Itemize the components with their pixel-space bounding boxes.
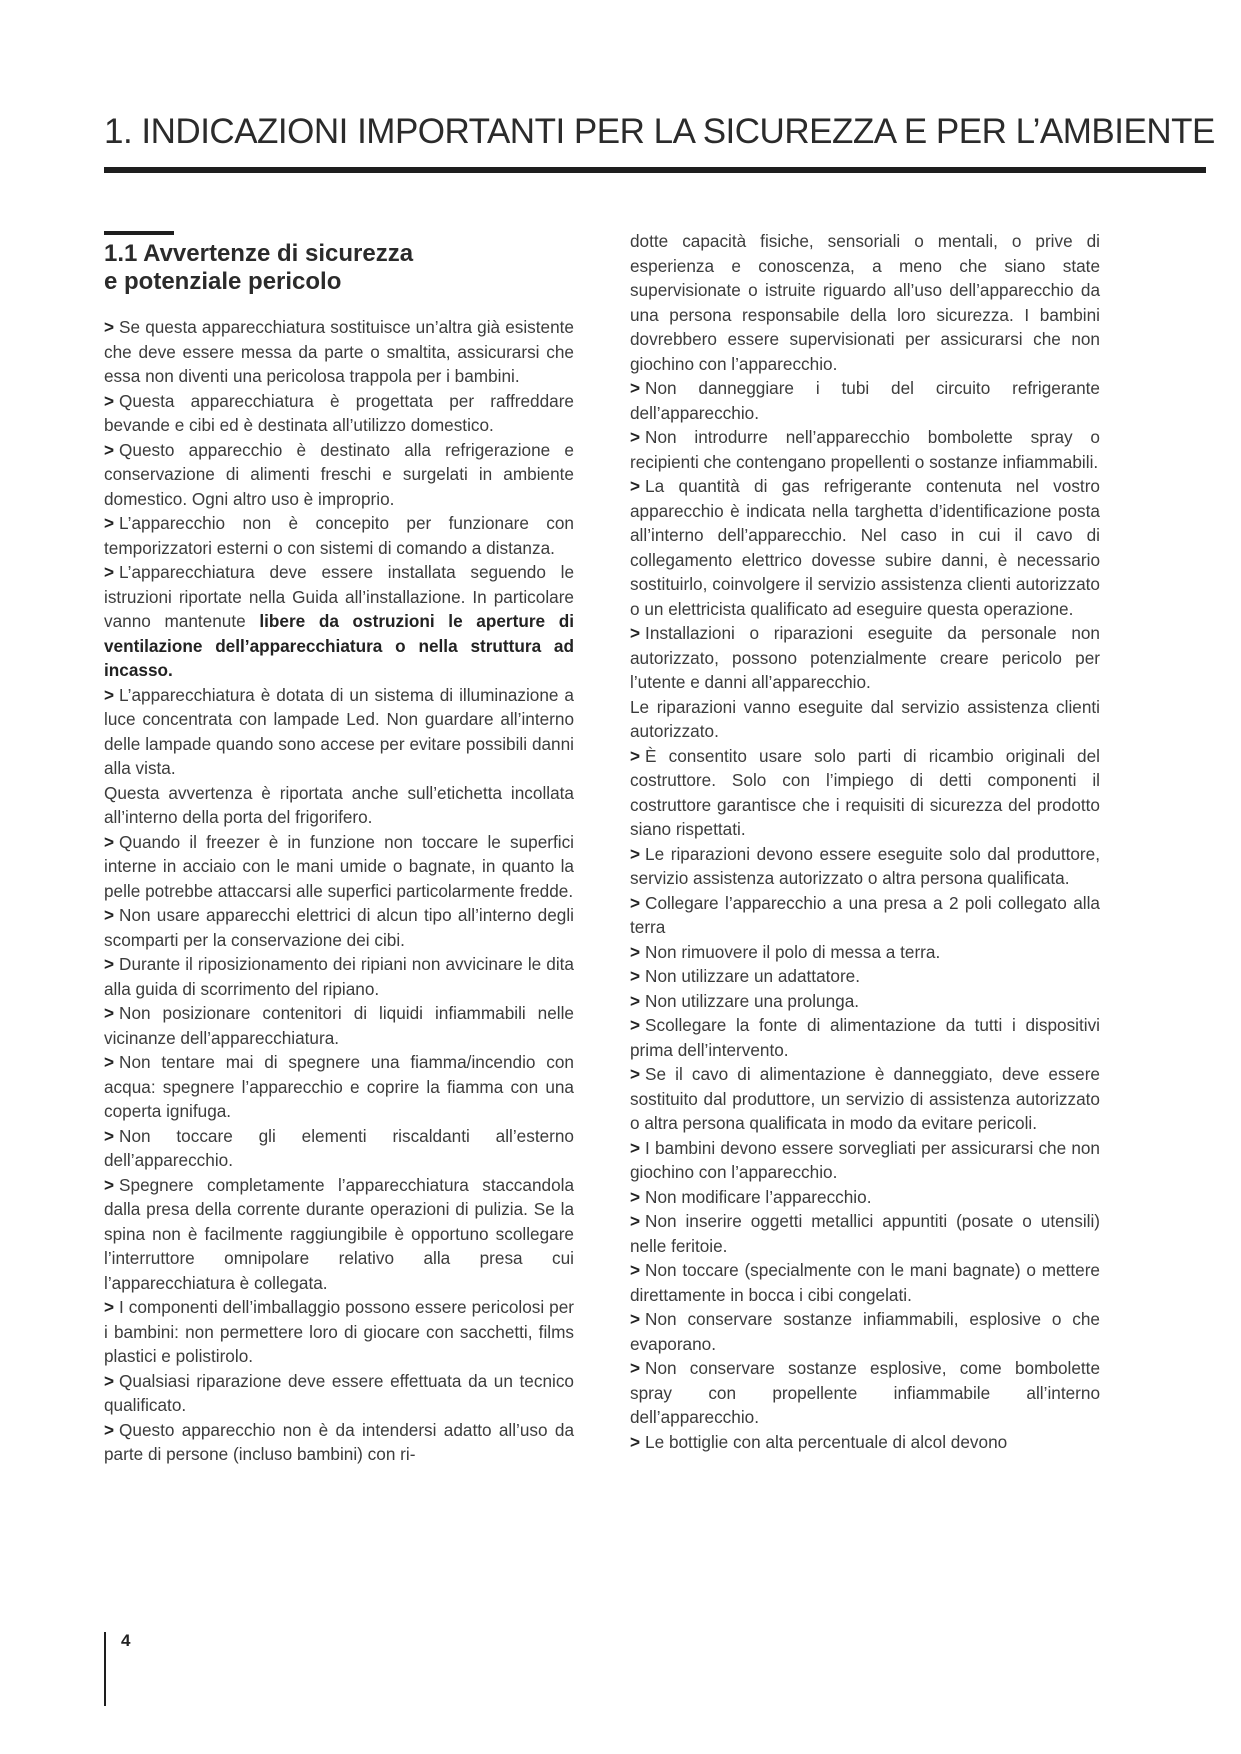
warning-paragraph: > Non conservare sostanze esplosive, come bombolette spray con propellente infiammabile all’interno dell’apparecchio.	[630, 1358, 1100, 1427]
warning-paragraph: > Non utilizzare un adattatore.	[630, 966, 861, 986]
arrow-marker-icon: >	[630, 843, 641, 864]
arrow-marker-icon: >	[630, 1186, 641, 1207]
warning-paragraph: > Non posizionare contenitori di liquidi infiammabili nelle vicinanze dell’apparecchiatura.	[104, 1003, 574, 1048]
continued-paragraph: dotte capacità fisiche, sensoriali o mentali, o prive di esperienza e conoscenza, a meno che siano state supervisionate o istruite riguardo all’uso dell’apparecchio da una persona responsabile della loro sicurezza. I bambini dovrebbero essere supervisionati per assicurarsi che non giochino con l’apparecchio.	[630, 231, 1100, 374]
arrow-marker-icon: >	[104, 1052, 115, 1072]
right-column	[630, 229, 1100, 1454]
ventilation-emphasis: libere da ostruzioni le aperture di ventilazione dell’apparecchiatura o nella struttura ad incasso.	[104, 611, 574, 680]
arrow-marker-icon: >	[630, 378, 641, 398]
warning-paragraph: > Non conservare sostanze infiammabili, esplosive o che evaporano.	[630, 1309, 1100, 1354]
arrow-marker-icon: >	[630, 1064, 641, 1084]
title-rule	[104, 167, 1206, 173]
arrow-marker-icon: >	[104, 684, 115, 705]
section-heading-line-1: 1.1 Avvertenze di sicurezza	[104, 240, 414, 267]
arrow-marker-icon: >	[104, 439, 115, 460]
page-title: 1. INDICAZIONI IMPORTANTI PER LA SICUREZZA E PER L’AMBIENTE	[104, 112, 1215, 151]
warning-paragraph: > Scollegare la fonte di alimentazione da tutti i dispositivi prima dell’intervento.	[630, 1015, 1100, 1060]
arrow-marker-icon: >	[630, 476, 641, 496]
arrow-marker-icon: >	[104, 954, 115, 974]
warning-paragraph: > Non introdurre nell’apparecchio bombolette spray o recipienti che contengano propellenti o sostanze infiammabili.	[630, 427, 1100, 472]
warning-paragraph: > Non inserire oggetti metallici appuntiti (posate o utensili) nelle feritoie.	[630, 1211, 1100, 1256]
arrow-marker-icon: >	[630, 1137, 641, 1158]
arrow-marker-icon: >	[630, 1431, 641, 1452]
warning-paragraph: > Non utilizzare una prolunga.	[630, 990, 860, 1011]
page-number: 4	[121, 1631, 131, 1650]
warning-paragraph: > Questo apparecchio è destinato alla refrigerazione e conservazione di alimenti freschi e surgelati in ambiente domestico. Ogni altro uso è improprio.	[104, 439, 574, 509]
arrow-marker-icon: >	[630, 966, 641, 986]
warning-paragraph: > Collegare l’apparecchio a una presa a 2 poli collegato alla terra	[630, 892, 1100, 937]
warning-paragraph: > Questa apparecchiatura è progettata per raffreddare bevande e cibi ed è destinata all’utilizzo domestico.	[104, 390, 574, 435]
warning-paragraph: > Installazioni o riparazioni eseguite da personale non autorizzato, possono potenzialmente creare pericolo per l’utente e danni all’apparecchio.	[630, 623, 1100, 692]
warning-paragraph: > L’apparecchiatura deve essere installata seguendo le istruzioni riportate nella Guida all’installazione. In particolare vanno mantenute libere da ostruzioni le aperture di ventilazione dell’apparecchiatura o nella struttura ad incasso.	[104, 562, 574, 680]
warning-paragraph: > Non tentare mai di spegnere una fiamma/incendio con acqua: spegnere l’apparecchio e coprire la fiamma con una coperta ignifuga.	[104, 1052, 574, 1121]
arrow-marker-icon: >	[630, 892, 641, 913]
arrow-marker-icon: >	[104, 1174, 115, 1195]
arrow-marker-icon: >	[630, 1211, 641, 1231]
arrow-marker-icon: >	[630, 1015, 641, 1035]
warning-paragraph: > I componenti dell’imballaggio possono essere pericolosi per i bambini: non permettere loro di giocare con sacchetti, films plastici e polistirolo.	[104, 1297, 574, 1366]
note-paragraph: Questa avvertenza è riportata anche sull’etichetta incollata all’interno della porta del frigorifero.	[104, 782, 574, 827]
section-heading	[104, 240, 564, 296]
arrow-marker-icon: >	[104, 562, 115, 582]
arrow-marker-icon: >	[630, 427, 641, 447]
footer-rule	[104, 1632, 106, 1706]
arrow-marker-icon: >	[630, 990, 641, 1011]
warning-paragraph: > Non danneggiare i tubi del circuito refrigerante dell’apparecchio.	[630, 378, 1100, 423]
warning-paragraph: > Se il cavo di alimentazione è danneggiato, deve essere sostituito dal produttore, un servizio di assistenza autorizzato o altra persona qualificata in modo da evitare pericoli.	[630, 1064, 1100, 1133]
arrow-marker-icon: >	[630, 745, 641, 766]
warning-paragraph: > I bambini devono essere sorvegliati per assicurarsi che non giochino con l’apparecchio.	[630, 1137, 1100, 1182]
arrow-marker-icon: >	[104, 1003, 115, 1023]
warning-paragraph: > Le riparazioni devono essere eseguite solo dal produttore, servizio assistenza autorizzato o altra persona qualificata.	[630, 843, 1100, 888]
arrow-marker-icon: >	[104, 1297, 115, 1317]
arrow-marker-icon: >	[104, 317, 115, 337]
arrow-marker-icon: >	[104, 390, 115, 411]
arrow-marker-icon: >	[104, 905, 115, 925]
left-column	[104, 315, 574, 1467]
section-mark	[104, 231, 174, 235]
arrow-marker-icon: >	[104, 831, 115, 852]
warning-paragraph: > L’apparecchio non è concepito per funzionare con temporizzatori esterni o con sistemi di comando a distanza.	[104, 513, 574, 558]
section-heading-line-2: e potenziale pericolo	[104, 268, 342, 295]
warning-paragraph: > È consentito usare solo parti di ricambio originali del costruttore. Solo con l’impiego di detti componenti il costruttore garantisce che i requisiti di sicurezza del prodotto siano rispettati.	[630, 745, 1100, 839]
arrow-marker-icon: >	[630, 1260, 641, 1280]
arrow-marker-icon: >	[630, 1309, 641, 1329]
note-paragraph: Le riparazioni vanno eseguite dal servizio assistenza clienti autorizzato.	[630, 696, 1100, 741]
arrow-marker-icon: >	[630, 1358, 641, 1378]
warning-paragraph: > Spegnere completamente l’apparecchiatura staccandola dalla presa della corrente durante operazioni di pulizia. Se la spina non è facilmente raggiungibile è opportuno scollegare l’interruttore omnipolare relativo alla presa cui l’apparecchiatura è collegata.	[104, 1174, 574, 1293]
warning-paragraph: > Questo apparecchio non è da intendersi adatto all’uso da parte di persone (incluso bambini) con ri-	[104, 1419, 574, 1464]
warning-paragraph: > Le bottiglie con alta percentuale di alcol devono	[630, 1431, 1008, 1452]
warning-paragraph: > Durante il riposizionamento dei ripiani non avvicinare le dita alla guida di scorrimento del ripiano.	[104, 954, 574, 999]
warning-paragraph: > Non toccare (specialmente con le mani bagnate) o mettere direttamente in bocca i cibi congelati.	[630, 1260, 1100, 1305]
warning-paragraph: > Non toccare gli elementi riscaldanti all’esterno dell’apparecchio.	[104, 1125, 574, 1170]
warning-paragraph: > L’apparecchiatura è dotata di un sistema di illuminazione a luce concentrata con lampade Led. Non guardare all’interno delle lampade quando sono accese per evitare possibili danni alla vista.	[104, 684, 574, 778]
warning-paragraph: > Quando il freezer è in funzione non toccare le superfici interne in acciaio con le mani umide o bagnate, in quanto la pelle potrebbe attaccarsi alle superfici particolarmente fredde.	[104, 831, 574, 901]
warning-paragraph: > Non rimuovere il polo di messa a terra.	[630, 941, 941, 962]
warning-paragraph: > Non modificare l’apparecchio.	[630, 1186, 872, 1207]
warning-paragraph: > Se questa apparecchiatura sostituisce un’altra già esistente che deve essere messa da parte o smaltita, assicurarsi che essa non diventi una pericolosa trappola per i bambini.	[104, 317, 574, 386]
arrow-marker-icon: >	[104, 1125, 115, 1146]
arrow-marker-icon: >	[630, 623, 641, 643]
warning-paragraph: > Qualsiasi riparazione deve essere effettuata da un tecnico qualificato.	[104, 1370, 574, 1415]
arrow-marker-icon: >	[630, 941, 641, 962]
arrow-marker-icon: >	[104, 1370, 115, 1391]
warning-paragraph: > Non usare apparecchi elettrici di alcun tipo all’interno degli scomparti per la conservazione dei cibi.	[104, 905, 574, 950]
warning-paragraph: > La quantità di gas refrigerante contenuta nel vostro apparecchio è indicata nella targhetta d’identificazione posta all’interno dell’apparecchio. Nel caso in cui il cavo di collegamento elettrico dovesse subire danni, è necessario sostituirlo, coinvolgere il servizio assistenza clienti autorizzato o un elettricista qualificato ad eseguire questa operazione.	[630, 476, 1100, 619]
arrow-marker-icon: >	[104, 1419, 115, 1440]
arrow-marker-icon: >	[104, 513, 115, 533]
